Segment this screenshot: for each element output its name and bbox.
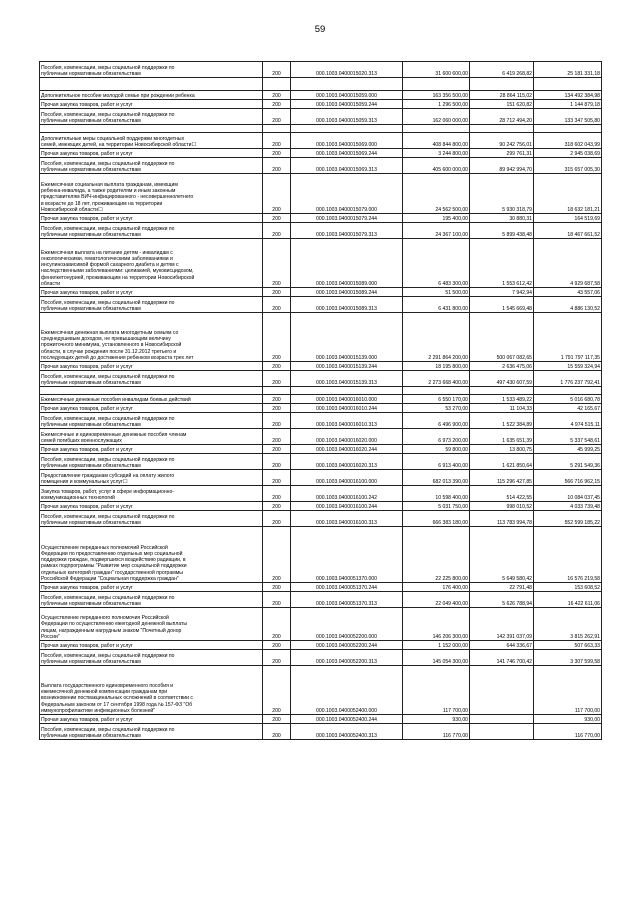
table-row: [40, 297, 602, 313]
row-executed-amount-cell: 28 864 115,02: [470, 91, 534, 100]
row-approved-amount-cell: 6 431 800,00: [403, 297, 470, 313]
budget-report-table: [39, 61, 602, 740]
row-approved-amount-cell: 10 598 400,00: [403, 486, 470, 502]
row-name-cell: Осуществление переданных полномочий Российской Федерации по предоставлению отдельных мер социальной поддержки граждан, подвергшихся воздействию радиации, в рамках подпрограммы "Развитие мер социальной поддержки отдельных категорий граждан" государственной программы Российской Федерации "Социальная поддержка граждан": [40, 527, 263, 583]
row-approved-amount-cell: 2 273 668 400,00: [403, 371, 470, 387]
row-kbk-cell: 000.1003.0400016100.000: [291, 470, 403, 486]
row-kbk-cell: 000.1003.0400015089.000: [291, 239, 403, 288]
row-remaining-amount-cell: 116 770,00: [534, 724, 602, 740]
row-kbk-cell: 000.1003.0400015059.000: [291, 91, 403, 100]
row-remaining-amount-cell: 42 165,67: [534, 404, 602, 413]
row-code-cell: 200: [263, 239, 291, 288]
row-name-cell: Пособия, компенсации, меры социальной поддержки по публичным нормативным обязательствам: [40, 454, 263, 470]
row-name-cell: Прочая закупка товаров, работ и услуг: [40, 502, 263, 511]
row-remaining-amount-cell: 4 886 130,52: [534, 297, 602, 313]
row-remaining-amount-cell: 16 576 219,58: [534, 527, 602, 583]
row-remaining-amount-cell: 16 422 611,06: [534, 592, 602, 608]
row-kbk-cell: 000.1003.0400015069.244: [291, 149, 403, 158]
row-kbk-cell: 000.1003.0400016010.313: [291, 413, 403, 429]
row-approved-amount-cell: 22 225 800,00: [403, 527, 470, 583]
row-approved-amount-cell: 163 356 500,00: [403, 91, 470, 100]
row-executed-amount-cell: 13 800,75: [470, 445, 534, 454]
table-row: [40, 641, 602, 650]
row-name-cell: Пособия, компенсации, меры социальной поддержки по публичным нормативным обязательствам: [40, 371, 263, 387]
row-remaining-amount-cell: [534, 387, 602, 395]
row-approved-amount-cell: 6 483 300,00: [403, 239, 470, 288]
row-code-cell: 200: [263, 214, 291, 223]
row-remaining-amount-cell: 18 632 181,21: [534, 174, 602, 214]
row-remaining-amount-cell: 134 492 384,98: [534, 91, 602, 100]
table-row: [40, 527, 602, 583]
row-approved-amount-cell: 6 913 400,00: [403, 454, 470, 470]
row-name-cell: Ежемесячная выплата на питание детям - инвалидам с онкологическими, гематологическими заболеваниями и инсулинозависимой формой сахарного диабета и детям с наследственными заболеваниями: целиакией, муковисцидозом, фенилкетонурией, проживающим на территории Новосибирской области: [40, 239, 263, 288]
row-executed-amount-cell: 142 391 037,09: [470, 608, 534, 641]
row-code-cell: 200: [263, 429, 291, 445]
row-kbk-cell: 000.1003.0400016020.313: [291, 454, 403, 470]
row-executed-amount-cell: 998 010,52: [470, 502, 534, 511]
row-remaining-amount-cell: 10 084 037,45: [534, 486, 602, 502]
row-executed-amount-cell: 497 430 607,59: [470, 371, 534, 387]
row-code-cell: 200: [263, 715, 291, 724]
row-name-cell: Ежемесячная денежная выплата многодетным семьям со среднедушевым доходом, не превышающим величину прожиточного минимума, установленного в Новосибирской области, в случае рождения после 31.12.2012 третьего и последующих детей до достижения ребенком возраста трех лет: [40, 313, 263, 362]
table-row: [40, 608, 602, 641]
row-kbk-cell: [291, 387, 403, 395]
row-code-cell: 200: [263, 511, 291, 527]
table-row: [40, 429, 602, 445]
row-executed-amount-cell: 5 649 580,42: [470, 527, 534, 583]
row-name-cell: Выплата государственного единовременного пособия и ежемесячной денежной компенсации гражданам при возникновении поствакцинальных осложнений в соответствии с Федеральным законом от 17 сентября 1998 года № 157-ФЗ "Об иммунопрофилактике инфекционных болезней": [40, 666, 263, 715]
table-row: [40, 149, 602, 158]
row-remaining-amount-cell: 153 608,52: [534, 583, 602, 592]
table-row: [40, 214, 602, 223]
table-row: [40, 362, 602, 371]
row-name-cell: Прочая закупка товаров, работ и услуг: [40, 445, 263, 454]
row-executed-amount-cell: 1 545 669,48: [470, 297, 534, 313]
row-code-cell: 200: [263, 174, 291, 214]
row-approved-amount-cell: 59 800,00: [403, 445, 470, 454]
row-remaining-amount-cell: 552 599 185,22: [534, 511, 602, 527]
row-name-cell: Пособия, компенсации, меры социальной поддержки по публичным нормативным обязательствам: [40, 511, 263, 527]
row-code-cell: 200: [263, 288, 291, 297]
row-approved-amount-cell: 18 195 800,00: [403, 362, 470, 371]
row-name-cell: Пособия, компенсации, меры социальной поддержки по публичным нормативным обязательствам: [40, 592, 263, 608]
row-name-cell: Ежемесячные и единовременные денежные пособия членам семей погибших военнослужащих: [40, 429, 263, 445]
row-executed-amount-cell: 1 522 384,89: [470, 413, 534, 429]
row-kbk-cell: 000.1003.0400051370.244: [291, 583, 403, 592]
table-row: [40, 650, 602, 666]
row-code-cell: [263, 125, 291, 133]
table-row: [40, 62, 602, 78]
row-name-cell: Пособия, компенсации, меры социальной поддержки по публичным нормативным обязательствам: [40, 158, 263, 174]
row-kbk-cell: 000.1003.0400015139.000: [291, 313, 403, 362]
row-name-cell: Прочая закупка товаров, работ и услуг: [40, 149, 263, 158]
row-executed-amount-cell: 28 712 494,20: [470, 109, 534, 125]
row-kbk-cell: 000.1003.0400016100.242: [291, 486, 403, 502]
page-number: 59: [314, 24, 326, 35]
table-row: [40, 583, 602, 592]
row-code-cell: 200: [263, 608, 291, 641]
row-executed-amount-cell: 6 419 268,82: [470, 62, 534, 78]
table-row: [40, 724, 602, 740]
row-remaining-amount-cell: [534, 78, 602, 91]
row-approved-amount-cell: 666 383 180,00: [403, 511, 470, 527]
row-kbk-cell: [291, 125, 403, 133]
row-executed-amount-cell: 1 553 612,42: [470, 239, 534, 288]
row-approved-amount-cell: 24 367 100,00: [403, 223, 470, 239]
table-row: [40, 454, 602, 470]
row-code-cell: 200: [263, 371, 291, 387]
row-executed-amount-cell: 5 899 438,48: [470, 223, 534, 239]
row-remaining-amount-cell: 43 557,06: [534, 288, 602, 297]
row-name-cell: Прочая закупка товаров, работ и услуг: [40, 288, 263, 297]
row-code-cell: 200: [263, 641, 291, 650]
row-approved-amount-cell: 176 400,00: [403, 583, 470, 592]
row-remaining-amount-cell: 25 181 331,18: [534, 62, 602, 78]
row-kbk-cell: 000.1003.0400015059.244: [291, 100, 403, 109]
table-row: [40, 413, 602, 429]
row-executed-amount-cell: 22 791,48: [470, 583, 534, 592]
row-kbk-cell: 000.1003.0400015139.244: [291, 362, 403, 371]
row-executed-amount-cell: 30 880,31: [470, 214, 534, 223]
row-remaining-amount-cell: 5 337 548,61: [534, 429, 602, 445]
row-executed-amount-cell: 89 942 994,70: [470, 158, 534, 174]
table-row: [40, 133, 602, 149]
row-approved-amount-cell: 22 049 400,00: [403, 592, 470, 608]
row-executed-amount-cell: 514 422,55: [470, 486, 534, 502]
row-name-cell: [40, 387, 263, 395]
row-executed-amount-cell: 1 635 651,39: [470, 429, 534, 445]
row-executed-amount-cell: 1 621 850,64: [470, 454, 534, 470]
row-remaining-amount-cell: 45 999,25: [534, 445, 602, 454]
row-executed-amount-cell: 2 636 475,06: [470, 362, 534, 371]
row-code-cell: 200: [263, 223, 291, 239]
row-executed-amount-cell: [470, 125, 534, 133]
table-row: [40, 313, 602, 362]
row-code-cell: 200: [263, 109, 291, 125]
row-remaining-amount-cell: 1 144 879,18: [534, 100, 602, 109]
row-remaining-amount-cell: 1 776 237 792,41: [534, 371, 602, 387]
row-code-cell: 200: [263, 158, 291, 174]
row-code-cell: 200: [263, 454, 291, 470]
row-approved-amount-cell: 51 500,00: [403, 288, 470, 297]
row-executed-amount-cell: 5 930 318,79: [470, 174, 534, 214]
row-approved-amount-cell: [403, 78, 470, 91]
row-remaining-amount-cell: 4 974 515,11: [534, 413, 602, 429]
row-kbk-cell: 000.1003.0400052400.000: [291, 666, 403, 715]
row-remaining-amount-cell: 15 559 324,94: [534, 362, 602, 371]
row-executed-amount-cell: 11 104,33: [470, 404, 534, 413]
row-kbk-cell: 000.1003.0400016010.000: [291, 395, 403, 404]
table-row: [40, 125, 602, 133]
row-approved-amount-cell: 5 031 750,00: [403, 502, 470, 511]
row-remaining-amount-cell: 318 602 043,99: [534, 133, 602, 149]
table-row: [40, 91, 602, 100]
row-code-cell: 200: [263, 133, 291, 149]
row-approved-amount-cell: 6 550 170,00: [403, 395, 470, 404]
row-remaining-amount-cell: [534, 125, 602, 133]
row-executed-amount-cell: 113 783 994,78: [470, 511, 534, 527]
table-row: [40, 715, 602, 724]
row-name-cell: Ежемесячная социальная выплата гражданам, имеющим ребенка-инвалида, а также родителям и иным законным представителям ВИЧ-инфицированного - несовершеннолетнего в возрасте до 18 лет, проживающим на территории Новосибирской области☐: [40, 174, 263, 214]
row-remaining-amount-cell: 18 467 661,52: [534, 223, 602, 239]
row-name-cell: [40, 125, 263, 133]
row-name-cell: Прочая закупка товаров, работ и услуг: [40, 583, 263, 592]
row-approved-amount-cell: 1 152 000,00: [403, 641, 470, 650]
table-row: [40, 158, 602, 174]
row-approved-amount-cell: 3 244 800,00: [403, 149, 470, 158]
row-approved-amount-cell: [403, 387, 470, 395]
row-executed-amount-cell: [470, 78, 534, 91]
table-row: [40, 239, 602, 288]
row-name-cell: Пособия, компенсации, меры социальной поддержки по публичным нормативным обязательствам: [40, 297, 263, 313]
row-approved-amount-cell: 405 600 000,00: [403, 158, 470, 174]
row-kbk-cell: 000.1003.0400051370.313: [291, 592, 403, 608]
row-kbk-cell: 000.1003.0400052200.244: [291, 641, 403, 650]
row-kbk-cell: 000.1003.0400015079.244: [291, 214, 403, 223]
row-executed-amount-cell: [470, 387, 534, 395]
row-code-cell: 200: [263, 592, 291, 608]
row-code-cell: 200: [263, 149, 291, 158]
row-approved-amount-cell: [403, 125, 470, 133]
row-executed-amount-cell: [470, 715, 534, 724]
row-remaining-amount-cell: 2 945 038,69: [534, 149, 602, 158]
row-code-cell: 200: [263, 62, 291, 78]
row-name-cell: Прочая закупка товаров, работ и услуг: [40, 100, 263, 109]
row-approved-amount-cell: 146 206 300,00: [403, 608, 470, 641]
row-executed-amount-cell: 151 620,82: [470, 100, 534, 109]
row-code-cell: [263, 387, 291, 395]
row-executed-amount-cell: 90 242 756,01: [470, 133, 534, 149]
row-name-cell: Пособия, компенсации, меры социальной поддержки по публичным нормативным обязательствам: [40, 413, 263, 429]
row-remaining-amount-cell: 5 291 549,36: [534, 454, 602, 470]
row-name-cell: Прочая закупка товаров, работ и услуг: [40, 404, 263, 413]
row-kbk-cell: 000.1003.0400016020.244: [291, 445, 403, 454]
row-remaining-amount-cell: 566 716 962,15: [534, 470, 602, 486]
table-row: [40, 395, 602, 404]
row-executed-amount-cell: [470, 666, 534, 715]
row-name-cell: Прочая закупка товаров, работ и услуг: [40, 641, 263, 650]
row-code-cell: [263, 78, 291, 91]
row-name-cell: Пособия, компенсации, меры социальной поддержки по публичным нормативным обязательствам: [40, 223, 263, 239]
row-code-cell: 200: [263, 724, 291, 740]
table-row: [40, 223, 602, 239]
row-code-cell: 200: [263, 445, 291, 454]
row-name-cell: Пособия, компенсации, меры социальной поддержки по публичным нормативным обязательствам: [40, 109, 263, 125]
row-name-cell: Дополнительное пособие молодой семье при рождении ребенка: [40, 91, 263, 100]
row-kbk-cell: 000.1003.0400016020.000: [291, 429, 403, 445]
row-approved-amount-cell: 117 700,00: [403, 666, 470, 715]
row-approved-amount-cell: 24 562 500,00: [403, 174, 470, 214]
row-name-cell: Закупка товаров, работ, услуг в сфере информационно- коммуникационных технологий: [40, 486, 263, 502]
row-kbk-cell: 000.1003.0400015059.313: [291, 109, 403, 125]
row-kbk-cell: 000.1003.0400015089.313: [291, 297, 403, 313]
row-approved-amount-cell: 408 844 800,00: [403, 133, 470, 149]
row-executed-amount-cell: 115 296 427,85: [470, 470, 534, 486]
row-kbk-cell: 000.1003.0400051370.000: [291, 527, 403, 583]
row-approved-amount-cell: 682 013 390,00: [403, 470, 470, 486]
row-approved-amount-cell: 53 270,00: [403, 404, 470, 413]
row-code-cell: 200: [263, 100, 291, 109]
row-code-cell: 200: [263, 486, 291, 502]
row-code-cell: 200: [263, 502, 291, 511]
row-remaining-amount-cell: 930,00: [534, 715, 602, 724]
table-row: [40, 592, 602, 608]
row-kbk-cell: 000.1003.0400052200.000: [291, 608, 403, 641]
row-remaining-amount-cell: 315 657 005,30: [534, 158, 602, 174]
row-code-cell: 200: [263, 583, 291, 592]
row-kbk-cell: 000.1003.0400052400.244: [291, 715, 403, 724]
row-remaining-amount-cell: 3 815 262,91: [534, 608, 602, 641]
table-row: [40, 100, 602, 109]
row-executed-amount-cell: 500 067 082,65: [470, 313, 534, 362]
row-code-cell: 200: [263, 91, 291, 100]
row-executed-amount-cell: 299 761,31: [470, 149, 534, 158]
row-code-cell: 200: [263, 413, 291, 429]
row-remaining-amount-cell: 4 929 687,58: [534, 239, 602, 288]
table-row: [40, 109, 602, 125]
table-row: [40, 486, 602, 502]
row-kbk-cell: [291, 78, 403, 91]
row-executed-amount-cell: 644 336,67: [470, 641, 534, 650]
row-remaining-amount-cell: 4 033 739,48: [534, 502, 602, 511]
row-approved-amount-cell: 6 973 200,00: [403, 429, 470, 445]
row-executed-amount-cell: 7 942,94: [470, 288, 534, 297]
row-kbk-cell: 000.1003.0400016010.244: [291, 404, 403, 413]
row-name-cell: Прочая закупка товаров, работ и услуг: [40, 214, 263, 223]
row-name-cell: Прочая закупка товаров, работ и услуг: [40, 362, 263, 371]
table-row: [40, 470, 602, 486]
row-kbk-cell: 000.1003.0400052400.313: [291, 724, 403, 740]
row-remaining-amount-cell: 164 519,69: [534, 214, 602, 223]
row-code-cell: 200: [263, 650, 291, 666]
row-code-cell: 200: [263, 470, 291, 486]
row-kbk-cell: 000.1003.0400015139.313: [291, 371, 403, 387]
row-approved-amount-cell: 31 600 600,00: [403, 62, 470, 78]
row-remaining-amount-cell: 133 347 505,80: [534, 109, 602, 125]
row-remaining-amount-cell: 507 663,33: [534, 641, 602, 650]
row-approved-amount-cell: 145 054 300,00: [403, 650, 470, 666]
row-name-cell: Дополнительные меры социальной поддержки многодетных семей, имеющих детей, на территории Новосибирской области☐: [40, 133, 263, 149]
row-executed-amount-cell: 141 746 700,42: [470, 650, 534, 666]
row-remaining-amount-cell: 5 016 680,78: [534, 395, 602, 404]
row-kbk-cell: 000.1003.0400015069.000: [291, 133, 403, 149]
row-kbk-cell: 000.1003.0400015020.313: [291, 62, 403, 78]
row-code-cell: 200: [263, 666, 291, 715]
row-approved-amount-cell: 6 496 900,00: [403, 413, 470, 429]
row-kbk-cell: 000.1003.0400052200.313: [291, 650, 403, 666]
table-row: [40, 502, 602, 511]
table-row: [40, 404, 602, 413]
row-kbk-cell: 000.1003.0400015079.313: [291, 223, 403, 239]
row-remaining-amount-cell: 1 791 797 117,35: [534, 313, 602, 362]
row-code-cell: 200: [263, 362, 291, 371]
row-code-cell: 200: [263, 527, 291, 583]
row-executed-amount-cell: 5 626 788,94: [470, 592, 534, 608]
row-code-cell: 200: [263, 297, 291, 313]
report-body: [40, 62, 602, 740]
row-name-cell: Ежемесячные денежные пособия инвалидам боевых действий: [40, 395, 263, 404]
row-kbk-cell: 000.1003.0400016100.244: [291, 502, 403, 511]
table-row: [40, 666, 602, 715]
row-code-cell: 200: [263, 404, 291, 413]
row-remaining-amount-cell: 3 307 599,58: [534, 650, 602, 666]
table-row: [40, 288, 602, 297]
table-row: [40, 78, 602, 91]
row-name-cell: [40, 78, 263, 91]
row-name-cell: Прочая закупка товаров, работ и услуг: [40, 715, 263, 724]
row-executed-amount-cell: 1 533 489,22: [470, 395, 534, 404]
row-kbk-cell: 000.1003.0400015079.000: [291, 174, 403, 214]
row-approved-amount-cell: 116 770,00: [403, 724, 470, 740]
table-row: [40, 511, 602, 527]
row-kbk-cell: 000.1003.0400016100.313: [291, 511, 403, 527]
row-code-cell: 200: [263, 395, 291, 404]
row-name-cell: Предоставление гражданам субсидий на оплату жилого помещения и коммунальных услуг☐: [40, 470, 263, 486]
row-approved-amount-cell: 2 291 864 200,00: [403, 313, 470, 362]
table-row: [40, 174, 602, 214]
row-remaining-amount-cell: 117 700,00: [534, 666, 602, 715]
row-name-cell: Осуществление переданного полномочия Российской Федерации по осуществлению ежегодной денежной выплаты лицам, награжденным нагрудным знаком "Почетный донор России": [40, 608, 263, 641]
row-name-cell: Пособия, компенсации, меры социальной поддержки по публичным нормативным обязательствам: [40, 62, 263, 78]
row-approved-amount-cell: 1 296 500,00: [403, 100, 470, 109]
row-code-cell: 200: [263, 313, 291, 362]
table-row: [40, 445, 602, 454]
table-row: [40, 387, 602, 395]
table-row: [40, 371, 602, 387]
row-approved-amount-cell: 162 060 000,00: [403, 109, 470, 125]
row-executed-amount-cell: [470, 724, 534, 740]
row-approved-amount-cell: 930,00: [403, 715, 470, 724]
row-kbk-cell: 000.1003.0400015089.244: [291, 288, 403, 297]
row-name-cell: Пособия, компенсации, меры социальной поддержки по публичным нормативным обязательствам: [40, 650, 263, 666]
row-approved-amount-cell: 195 400,00: [403, 214, 470, 223]
row-name-cell: Пособия, компенсации, меры социальной поддержки по публичным нормативным обязательствам: [40, 724, 263, 740]
row-kbk-cell: 000.1003.0400015069.313: [291, 158, 403, 174]
